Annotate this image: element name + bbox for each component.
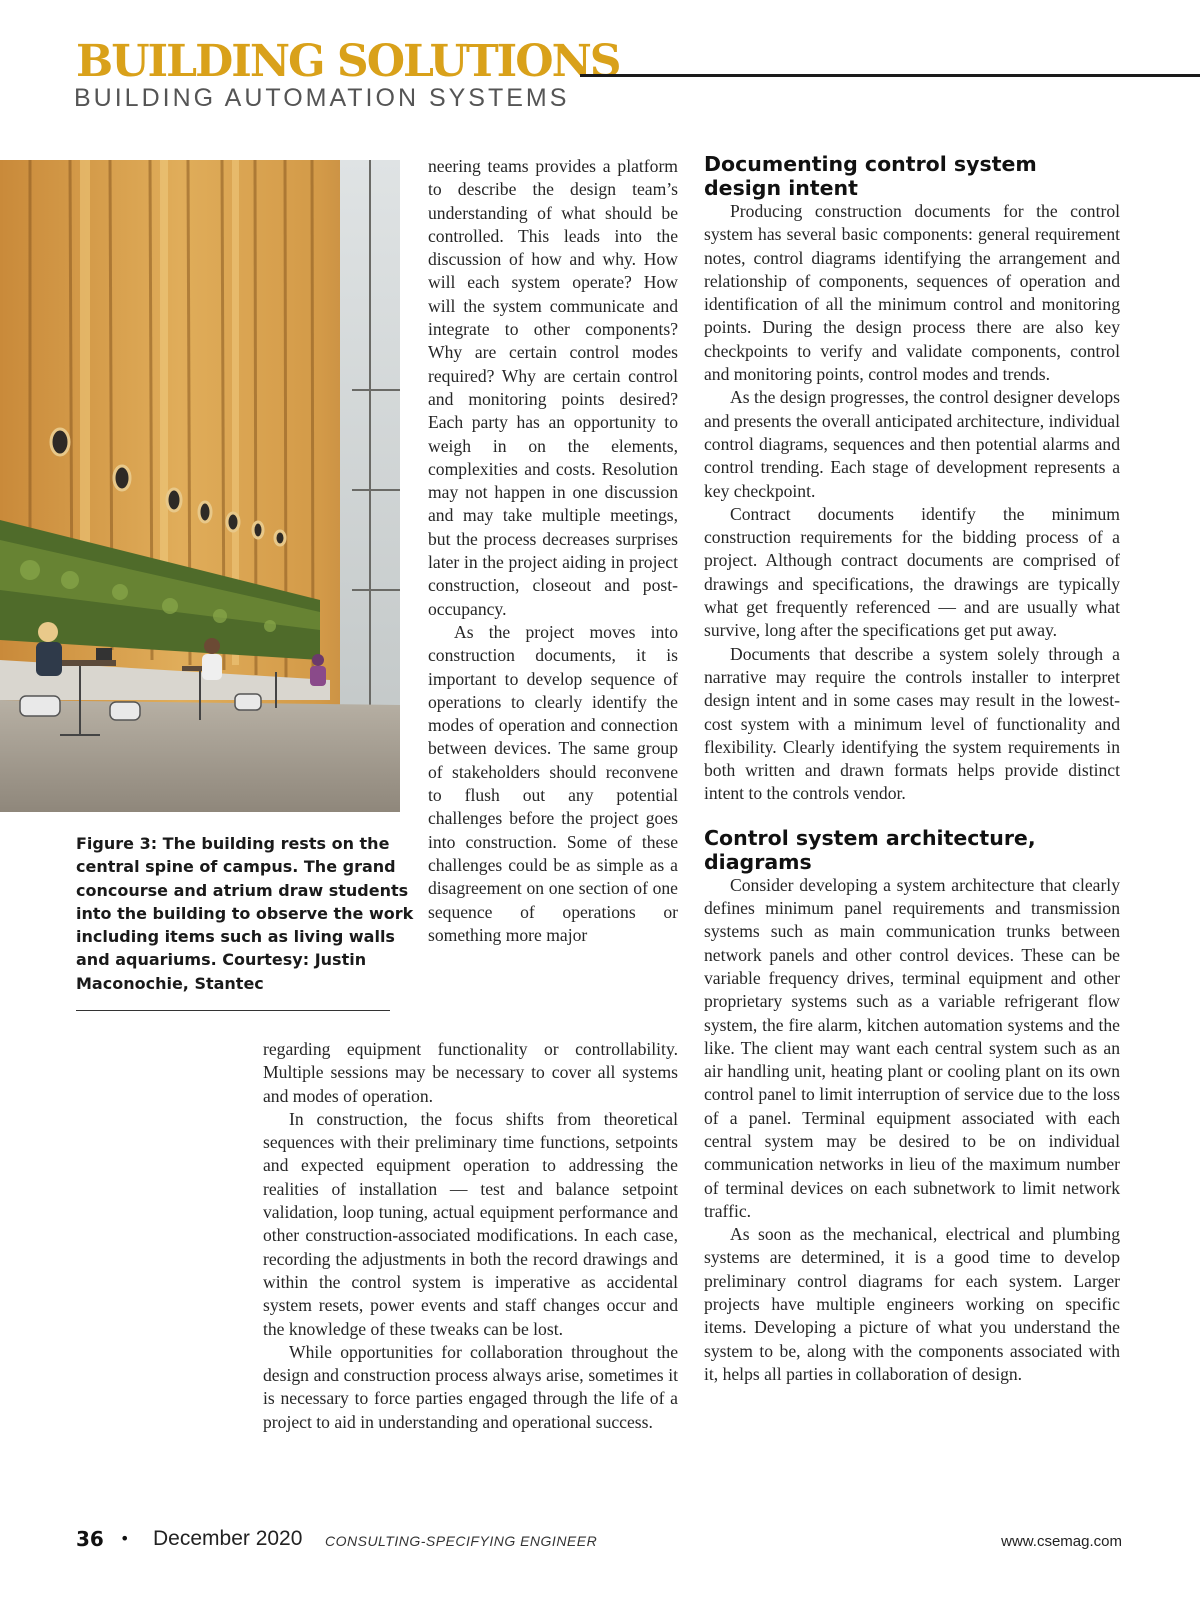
- issue-date: December 2020: [153, 1527, 303, 1550]
- paragraph: As soon as the mechanical, electrical and plumbing systems are determined, it is a good time to develop preliminary control diagrams for each system. Larger projects have multiple engineers working on specific items. Developing a picture of what you understand the system to be, along with the components associated with it, helps all parties in collaboration of design.: [704, 1224, 1120, 1384]
- paragraph: In construction, the focus shifts from theoretical sequences with their preliminary time functions, setpoints and expected equipment operation to addressing the realities of installation — test and balance setpoint validation, loop tuning, actual equipment performance and other construction-associated modifications. In each case, recording the adjustments in both the record drawings and within the control system is imperative as accidental system resets, power events and staff changes occur and the knowledge of these tweaks can be lost.: [263, 1108, 678, 1339]
- paragraph: As the design progresses, the control designer develops and presents the overall anticipated architecture, individual control diagrams, sequences and then potential alarms and control trending. Each stage of development represents a key checkpoint.: [704, 387, 1120, 501]
- paragraph: Contract documents identify the minimum construction requirements for the bidding process of a project. Although contract documents are comprised of drawings and specifications, the drawings are typically what get frequently referenced — and are usually what survive, long after the specifications get put away.: [704, 503, 1120, 641]
- article-column-middle: [263, 1038, 678, 1434]
- paragraph: Consider developing a system architecture that clearly defines minimum panel requirements and transmission systems such as main communication trunks between network panels and other control devices. These can be variable frequency drives, terminal equipment and other proprietary systems such as a variable refrigerant flow system, the fire alarm, kitchen automation systems and the like. The client may want each central system such as an air handling unit, heating plant or cooling plant on its own control panel to limit interruption of service due to the loss of a panel. Terminal equipment associated with each central system may be desired to be on individual communication networks in lieu of the maximum number of terminal devices on each subnetwork to limit network traffic.: [704, 874, 1120, 1221]
- header-rule: [580, 74, 1200, 77]
- figure-caption: Figure 3: The building rests on the central spine of campus. The grand concourse and atrium draw students into the building to observe the work including items such as living walls and aquariums. Courtesy: Justin Maconochie, Stantec: [76, 834, 414, 993]
- atrium-photo-icon: [0, 160, 400, 812]
- paragraph: While opportunities for collaboration throughout the design and construction process always arise, sometimes it is necessary to force parties engaged through the life of a project to aid in understanding and operational success.: [263, 1341, 678, 1432]
- section-title: BUILDING SOLUTIONS: [76, 36, 620, 87]
- section-subtitle: BUILDING AUTOMATION SYSTEMS: [74, 84, 570, 112]
- page-footer: [0, 1527, 1200, 1557]
- article-column-narrow: [428, 155, 678, 947]
- website-link[interactable]: www.csemag.com: [1001, 1533, 1122, 1550]
- paragraph: regarding equipment functionality or controllability. Multiple sessions may be necessary to cover all systems and modes of operation.: [263, 1039, 678, 1106]
- subheading: Control system architecture, diagrams: [704, 825, 1036, 874]
- paragraph: As the project moves into construction documents, it is important to develop sequence of operations to clearly identify the modes of operation and connection between devices. The same group of stakeholders should reconvene to flush out any potential challenges before the project goes into construction. Some of these challenges could be as simple as a disagreement on one section of one sequence of operations or something more major: [428, 621, 678, 945]
- paragraph: neering teams provides a platform to describe the design team’s understanding of what should be controlled. This leads into the discussion of how and why. How will each system operate? How will the system communicate and integrate to other components? Why are certain control modes required? Why are certain control and monitoring points desired? Each party has an opportunity to weigh in on the elements, complexities and costs. Resolution may not happen in one discussion and may take multiple meetings, but the process decreases surprises later in the project aiding in project construction, closeout and post-occupancy.: [428, 156, 678, 619]
- footer-bullet: •: [120, 1529, 130, 1548]
- caption-rule: [76, 1010, 390, 1011]
- figure-photo: [0, 160, 400, 812]
- paragraph: Documents that describe a system solely through a narrative may require the controls installer to interpret design intent and in some cases may result in the lowest-cost system with a minimum level of functionality and flexibility. Clearly identifying the system requirements in both written and drawn formats helps provide distinct intent to the controls vendor.: [704, 643, 1120, 804]
- article-column-right: [704, 152, 1120, 1386]
- subheading: Documenting control system design intent: [704, 152, 1037, 200]
- page-number: 36: [76, 1527, 104, 1551]
- paragraph: Producing construction documents for the control system has several basic components: general requirement notes, control diagrams identifying the arrangement and relationship of components, sequences of operation and identification of all the minimum control and monitoring points. During the design process there are also key checkpoints to verify and validate components, control and monitoring points, control modes and trends.: [704, 201, 1120, 385]
- publication-name: CONSULTING-SPECIFYING ENGINEER: [325, 1533, 598, 1549]
